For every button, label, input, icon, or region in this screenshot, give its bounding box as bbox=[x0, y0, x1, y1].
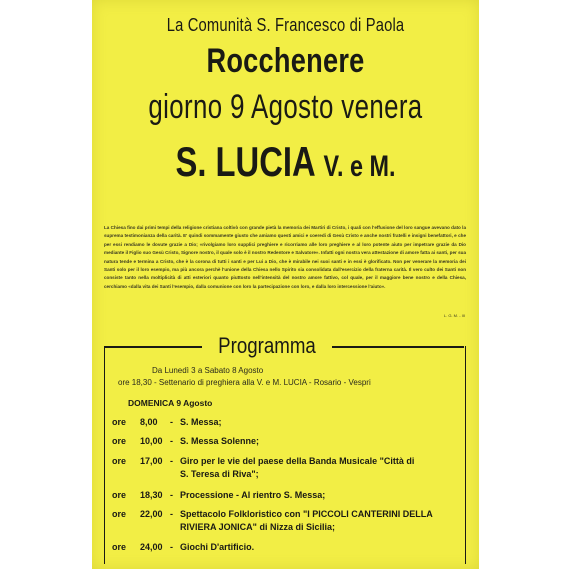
ore-label: ore bbox=[112, 490, 127, 500]
event-time: 18,30 bbox=[140, 490, 163, 500]
ore-label: ore bbox=[112, 417, 127, 427]
event-desc: S. Messa; bbox=[180, 417, 222, 427]
place-heading: Rocchenere bbox=[206, 42, 365, 80]
programme-rule-left bbox=[104, 346, 202, 348]
ore-label: ore bbox=[112, 542, 127, 552]
event-time: 24,00 bbox=[140, 542, 163, 552]
event-row: ore 17,00 - Giro per le vie del paese della Banda Musicale "Città di S. Teresa di Riva"; bbox=[112, 455, 462, 480]
event-row: ore 24,00 - Giochi D'artificio. bbox=[112, 542, 255, 552]
ore-label: ore bbox=[112, 436, 127, 446]
initials: L. G. M. - III bbox=[443, 313, 465, 318]
date-heading: giorno 9 Agosto venera bbox=[148, 88, 423, 126]
event-row: ore 10,00 - S. Messa Solenne; bbox=[112, 436, 260, 446]
week-schedule: ore 18,30 - Settenario di preghiera alla V. e M. LUCIA - Rosario - Vespri bbox=[118, 378, 371, 387]
poster bbox=[92, 0, 479, 569]
event-desc: Processione - Al rientro S. Messa; bbox=[180, 490, 326, 500]
week-dates: Da Lunedì 3 a Sabato 8 Agosto bbox=[152, 366, 264, 375]
ore-label: ore bbox=[112, 456, 127, 466]
saint-suffix: V. e M. bbox=[323, 150, 396, 183]
body-paragraph: La Chiesa fino dai primi tempi della religione cristiana coltivò con grande pietà la memoria dei Martiri di Cristo, i quali con l'effusione del loro sangue avevano dato la suprema testimonianza della carità. E' quindi sommamente giusto che amiamo questi amici e coeredi di Gesù Cristo e anche nostri fratelli e insigni benefattori, e che per essi rendiamo le dovute grazie a Dio; «rivolgiamo loro supplici preghiere e ricorriamo alle loro preghiere e al loro potente aiuto per impetrare grazie da Dio mediante il Figlio suo Gesù Cristo, Signore nostro, il quale solo è il nostro Redentore e Salvatore». Infatti ogni nostra vera attestazione di amore fatta ai santi, per sua natura tende e termina a Cristo, che è la corona di tutti i santi e per Lui a Dio, che è mirabile nei suoi santi e in essi è glorificato. Non per venerare la memoria dei Santi solo per il loro esempio, ma più ancora perchè l'unione della Chiesa nello Spirito sia consolidata dall'esercizio della fraterna carità. Il vero culto dei Santi non consiste tanto nella moltiplicità di atti esteriori quanto piuttosto nell'intensità del nostro amore fattivo, col quale, per il maggiore bene nostro e della Chiesa, cerchiamo «dalla vita dei Santi l'esempio, dalla comunione con loro la partecipazione con loro, e dalla loro intercessione l'aiuto». bbox=[104, 225, 466, 289]
event-desc: S. Messa Solenne; bbox=[180, 436, 260, 446]
event-time: 17,00 bbox=[140, 456, 163, 466]
saint-name: S. LUCIA bbox=[175, 138, 315, 185]
event-desc-cont: S. Teresa di Riva"; bbox=[180, 468, 259, 479]
event-time: 10,00 bbox=[140, 436, 163, 446]
event-desc: Giro per le vie del paese della Banda Musicale "Città di bbox=[180, 456, 415, 466]
programme-title: Programma bbox=[218, 333, 316, 358]
event-row: ore 18,30 - Processione - Al rientro S. Messa; bbox=[112, 490, 326, 500]
sunday-heading: DOMENICA 9 Agosto bbox=[128, 398, 213, 408]
saint-heading bbox=[135, 138, 437, 186]
community-heading: La Comunità S. Francesco di Paola bbox=[166, 15, 405, 35]
programme-rule-right bbox=[332, 346, 464, 348]
event-desc: Spettacolo Folkloristico con "I PICCOLI CANTERINI DELLA bbox=[180, 509, 433, 519]
event-desc: Giochi D'artificio. bbox=[180, 542, 255, 552]
ore-label: ore bbox=[112, 509, 127, 519]
event-time: 22,00 bbox=[140, 509, 163, 519]
event-row: ore 22,00 - Spettacolo Folkloristico con "I PICCOLI CANTERINI DELLA RIVIERA JONICA" di Nizza di Sicilia; bbox=[112, 508, 462, 533]
event-time: 8,00 bbox=[140, 417, 158, 427]
event-row: ore 8,00 - S. Messa; bbox=[112, 417, 222, 427]
event-desc-cont: RIVIERA JONICA" di Nizza di Sicilia; bbox=[180, 521, 335, 532]
